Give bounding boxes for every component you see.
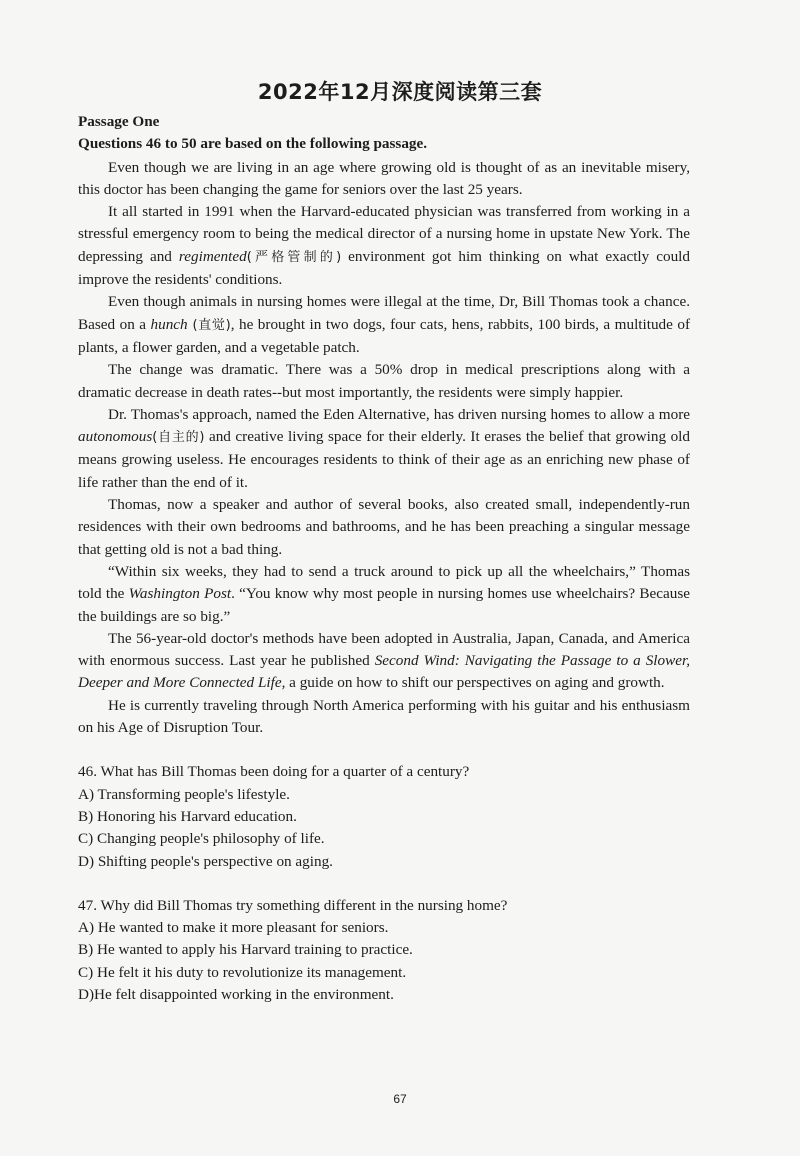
italic-term: hunch <box>150 315 188 333</box>
italic-book-title: Second Wind: Navigating the Passage to a Slower, Deeper and More Connected Life <box>78 652 690 692</box>
paragraph-6: Thomas, now a speaker and author of several books, also created small, independently-run residences with their own bedrooms and bathrooms, and he has been preaching a singular message that getting old is not a bad thing. <box>78 496 690 558</box>
option-d: D)He felt disappointed working in the environment. <box>78 985 394 1003</box>
italic-term: Washington Post <box>128 585 232 603</box>
paragraph-3: Even though animals in nursing homes were illegal at the time, Dr, Bill Thomas took a chance. Based on a hunch (直觉), he brought in two dogs, four cats, hens, rabbits, 100 birds, a multitude of plants, a flower garden, and a vegetable patch. <box>78 293 691 356</box>
paragraph-8: The 56-year-old doctor's methods have been adopted in Australia, Japan, Canada, and America with enormous success. Last year he published Second Wind: Navigating the Passage to a Slower, Deeper and More Connected Life, a guide on how to shift our perspectives on aging and growth. <box>78 629 690 692</box>
passage-instruction: Questions 46 to 50 are based on the following passage. <box>78 135 428 153</box>
option-b: B) Honoring his Harvard education. <box>78 807 297 825</box>
option-b: B) He wanted to apply his Harvard training to practice. <box>78 941 413 959</box>
italic-term: regimented <box>178 247 247 265</box>
gloss: (直觉) <box>187 317 231 333</box>
option-c: C) He felt it his duty to revolutionize its management. <box>78 963 407 981</box>
passage-content <box>78 111 690 1006</box>
question-stem: 47. Why did Bill Thomas try something different in the nursing home? <box>78 896 508 914</box>
paragraph-5: Dr. Thomas's approach, named the Eden Alternative, has driven nursing homes to allow a more autonomous(自主的) and creative living space for their elderly. It erases the belief that growing old means growing useless. He encourages residents to think of their age as an enriching new phase of life rather than the end of it. <box>78 405 690 491</box>
page-number: 67 <box>393 1092 407 1106</box>
option-a: A) He wanted to make it more pleasant for seniors. <box>78 919 389 937</box>
option-d: D) Shifting people's perspective on aging. <box>78 852 333 870</box>
paragraph-1: Even though we are living in an age where growing old is thought of as an inevitable misery, this doctor has been changing the game for seniors over the last 25 years. <box>78 158 690 198</box>
passage-label: Passage One <box>78 113 160 130</box>
paragraph-2: It all started in 1991 when the Harvard-educated physician was transferred from working in a stressful emergency room to being the medical director of a nursing home in upstate New York. The depressing and regimented(严格管制的) environment got him thinking on what exactly could improve the residents' conditions. <box>78 203 690 289</box>
gloss: (严格管制的) <box>246 249 342 265</box>
italic-term: autonomous <box>78 428 153 446</box>
paragraph-4: The change was dramatic. There was a 50% drop in medical prescriptions along with a dramatic decrease in death rates--but most importantly, the residents were simply happier. <box>78 361 690 401</box>
page-title: 2022年12月深度阅读第三套 <box>257 80 543 104</box>
paragraph-9: He is currently traveling through North America performing with his guitar and his enthusiasm on his Age of Disruption Tour. <box>78 696 690 737</box>
question-stem: 46. What has Bill Thomas been doing for a quarter of a century? <box>78 763 470 781</box>
paragraph-7: “Within six weeks, they had to send a truck around to pick up all the wheelchairs,” Thomas told the Washington Post. “You know why most people in nursing homes use wheelchairs? Because the buildings are so big.” <box>78 562 691 625</box>
option-c: C) Changing people's philosophy of life. <box>78 830 325 848</box>
question-46 <box>78 761 690 872</box>
question-47 <box>78 895 690 1006</box>
option-a: A) Transforming people's lifestyle. <box>78 785 290 803</box>
gloss: (自主的) <box>152 430 205 446</box>
